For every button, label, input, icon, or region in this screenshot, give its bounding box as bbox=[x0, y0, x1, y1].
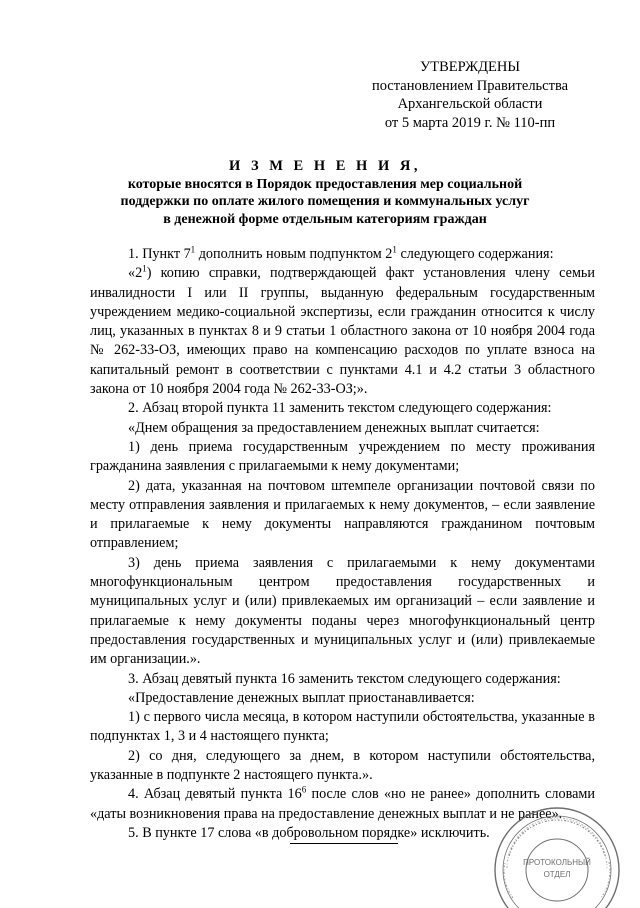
protocol-stamp bbox=[491, 798, 621, 908]
approval-line: постановлением Правительства bbox=[371, 77, 569, 94]
paragraph: «$2^1$) копию справки, подтверждающей факт установления члену семьи инвалидности I или II группы, выданную федеральным государственным учреждением медико-социальной экспертизы, если гражданин относится к числу лиц, указанных в пунктах 8 и 9 статьи 1 областного закона от 10 ноября 2004 года № 262-33-ОЗ, имеющих право на компенсацию расходов по уплате взноса на капитальный ремонт в соответствии с пунктами 4.1 и 4.2 статьи 3 областного закона от 10 ноября 2004 года № 262-33-ОЗ;». bbox=[90, 263, 595, 398]
paragraph: 2) дата, указанная на почтовом штемпеле организации почтовой связи по месту отправления заявления и прилагаемых к нему документов, – если заявление и прилагаемые к нему документы направляются гражданином почтовым отправлением; bbox=[90, 477, 595, 552]
approval-line: Архангельской области bbox=[397, 96, 543, 112]
approval-block bbox=[350, 58, 590, 132]
paragraph: 3) день приема заявления с прилагаемыми к нему документами многофункциональным центром предоставления государственных и муниципальных услуг и (или) привлекаемых им организаций – если заявление и прилагаемые к нему документы поданы через многофункциональный центр предоставления государственных и муниципальных услуг и (или) привлекаемые им организации.». bbox=[90, 554, 595, 668]
paragraph: 2) со дня, следующего за днем, в котором наступили обстоятельства, указанные в подпункте 2 настоящего пункта.». bbox=[90, 747, 595, 784]
stamp-text-line2: ОТДЕЛ bbox=[543, 870, 571, 879]
stamp-text-line1: ПРОТОКОЛЬНЫЙ bbox=[523, 858, 591, 867]
heading-line: в денежной форме отдельным категориям граждан bbox=[163, 211, 487, 227]
paragraph: 1. Пункт $7^1$ дополнить новым подпунктом $2^1$ следующего содержания: bbox=[128, 244, 554, 262]
stamp-seal-icon bbox=[491, 798, 621, 908]
paragraph: 2. Абзац второй пункта 11 заменить текстом следующего содержания: bbox=[128, 400, 552, 417]
heading-line: которые вносятся в Порядок предоставления мер социальной bbox=[127, 176, 523, 192]
approval-title: УТВЕРЖДЕНЫ bbox=[419, 59, 521, 75]
paragraph: «Днем обращения за предоставлением денежных выплат считается: bbox=[128, 419, 540, 436]
closing-rule bbox=[290, 843, 398, 844]
paragraph: «Предоставление денежных выплат приостанавливается: bbox=[128, 689, 475, 706]
paragraph: 3. Абзац девятый пункта 16 заменить текстом следующего содержания: bbox=[128, 670, 561, 687]
paragraph: 1) с первого числа месяца, в котором наступили обстоятельства, указанные в подпунктах 1, 3 и 4 настоящего пункта; bbox=[90, 709, 595, 745]
paragraph: 1) день приема государственным учреждением по месту проживания гражданина заявления с прилагаемыми к нему документами; bbox=[90, 438, 595, 475]
paragraph: 5. В пункте 17 слова «в добровольном порядке» исключить. bbox=[128, 824, 490, 841]
document-heading bbox=[90, 158, 560, 228]
paragraph: 4. Абзац девятый пункта $16^6$ после слов «но не ранее» дополнить словами «даты возникновения права на предоставление денежных выплат и не ранее». bbox=[90, 784, 595, 822]
heading-title: И З М Е Н Е Н И Я, bbox=[229, 158, 421, 174]
heading-line: поддержки по оплате жилого помещения и коммунальных услуг bbox=[120, 194, 530, 209]
approval-date: от 5 марта 2019 г. № 110-пп bbox=[384, 114, 556, 131]
document-body bbox=[90, 245, 595, 843]
